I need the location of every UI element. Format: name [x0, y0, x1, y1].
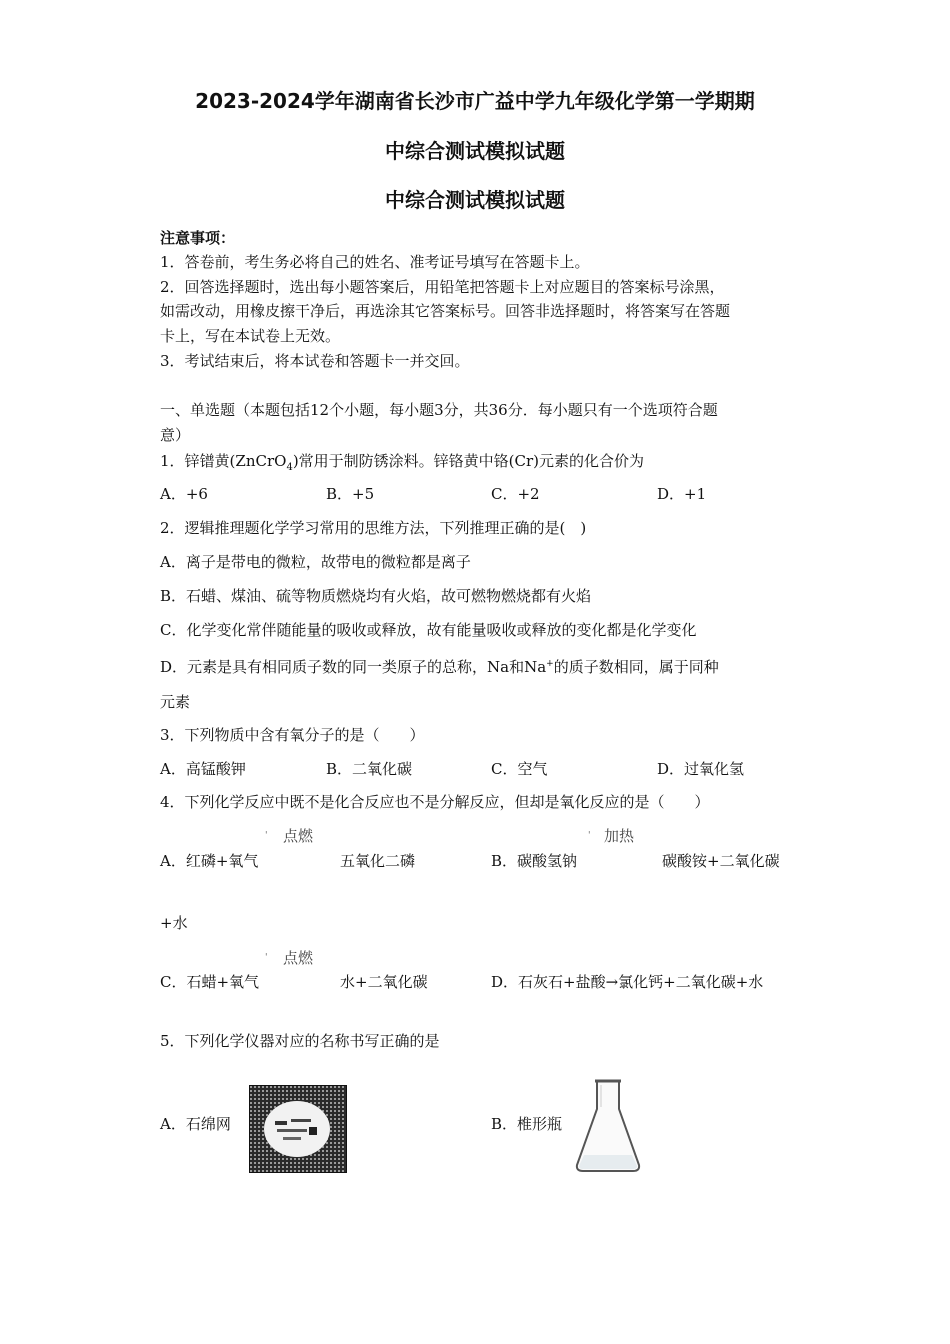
- q1-option-d: D．+1: [657, 485, 707, 503]
- title-line-1: 2023-2024学年湖南省长沙市广益中学九年级化学第一学期期: [195, 89, 755, 113]
- notice-item-1: 1．答卷前，考生务必将自己的姓名、准考证号填写在答题卡上。: [160, 253, 590, 271]
- q4-c-condition: 点燃: [283, 949, 314, 967]
- notice-item-2-line-1: 2．回答选择题时，选出每小题答案后，用铅笔把答题卡上对应题目的答案标号涂黑，: [160, 278, 725, 296]
- q4-b-condition: 加热: [604, 827, 635, 845]
- q4-b-mark: ': [588, 831, 591, 841]
- q4-option-b-right: 碳酸铵+二氧化碳: [662, 852, 780, 870]
- q2-option-c: C．化学变化常伴随能量的吸收或释放，故有能量吸收或释放的变化都是化学变化: [160, 621, 697, 639]
- q3-option-c: C．空气: [491, 760, 548, 778]
- q4-a-mark: ': [265, 831, 268, 841]
- q1-option-c: C．+2: [491, 485, 540, 503]
- notice-item-2-line-2: 如需改动，用橡皮擦干净后，再选涂其它答案标号。回答非选择题时，将答案写在答题: [160, 302, 731, 320]
- q4-stem: 4．下列化学反应中既不是化合反应也不是分解反应，但却是氧化反应的是（ ）: [160, 793, 710, 811]
- q4-option-c-left: C．石蜡+氧气: [160, 973, 260, 991]
- q1-stem: 1．锌镨黄(ZnCrO$_4$)常用于制防锈涂料。锌铬黄中铬(Cr)元素的化合价为: [160, 452, 645, 473]
- q4-option-b-continued: +水: [160, 914, 188, 932]
- q1-option-b: B．+5: [326, 485, 375, 503]
- q4-option-d: D．石灰石+盐酸→氯化钙+二氧化碳+水: [491, 973, 764, 991]
- q4-option-c-right: 水+二氧化碳: [340, 973, 428, 991]
- q2-option-d-line-2: 元素: [160, 693, 191, 711]
- q1-option-a: A．+6: [160, 485, 208, 503]
- q3-stem: 3．下列物质中含有氧分子的是（ ）: [160, 726, 425, 744]
- title-line-3: 中综合测试模拟试题: [385, 188, 565, 212]
- q4-a-condition: 点燃: [283, 827, 314, 845]
- q4-option-a-right: 五氧化二磷: [340, 852, 416, 870]
- q2-option-b: B．石蜡、煤油、硫等物质燃烧均有火焰，故可燃物燃烧都有火焰: [160, 587, 592, 605]
- q5-option-a: A．石绵网: [160, 1115, 231, 1133]
- section-heading-line-1: 一、单选题（本题包括12个小题，每小题3分，共36分．每小题只有一个选项符合题: [160, 401, 718, 419]
- notice-heading: 注意事项：: [160, 229, 236, 247]
- q4-option-a-left: A．红磷+氧气: [160, 852, 259, 870]
- q3-option-a: A．高锰酸钾: [160, 760, 246, 778]
- q4-c-mark: ': [265, 953, 268, 963]
- q4-option-b-left: B．碳酸氢钠: [491, 852, 578, 870]
- q5-option-b: B．椎形瓶: [491, 1115, 563, 1133]
- q3-option-b: B．二氧化碳: [326, 760, 413, 778]
- q2-option-a: A．离子是带电的微粒，故带电的微粒都是离子: [160, 553, 471, 571]
- asbestos-gauze-image: [249, 1085, 347, 1173]
- section-heading-line-2: 意）: [160, 426, 191, 444]
- q5-stem: 5．下列化学仪器对应的名称书写正确的是: [160, 1032, 440, 1050]
- q3-option-d: D．过氧化氢: [657, 760, 745, 778]
- q2-option-d: D．元素是具有相同质子数的同一类原子的总称，Na和Na+的质子数相同，属于同种: [160, 658, 719, 676]
- q2-stem: 2．逻辑推理题化学学习常用的思维方法，下列推理正确的是( ): [160, 519, 587, 537]
- notice-item-2-line-3: 卡上，写在本试卷上无效。: [160, 327, 341, 345]
- conical-flask-image: [571, 1075, 645, 1175]
- title-line-2: 中综合测试模拟试题: [385, 139, 565, 163]
- notice-item-3: 3．考试结束后，将本试卷和答题卡一并交回。: [160, 352, 470, 370]
